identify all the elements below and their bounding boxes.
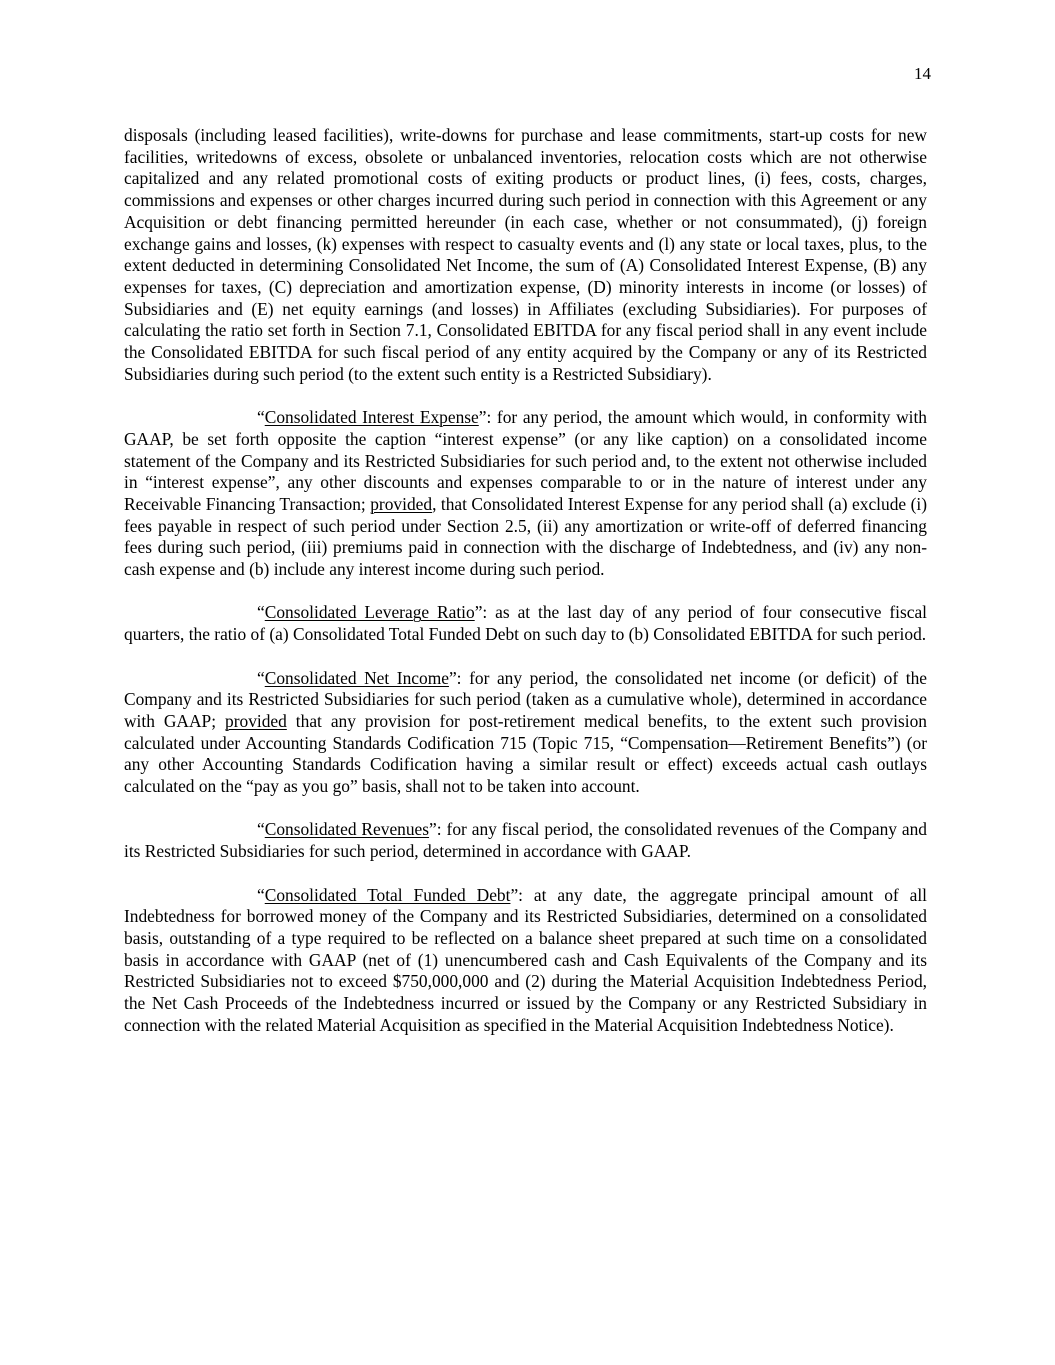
- defined-term: Consolidated Interest Expense: [264, 407, 479, 428]
- definition-text: ”: at any date, the aggregate principal amount of all Indebtedness for borrowed money of the Company and its Restricted Subsidiaries, determined on a consolidated basis, outstanding of a type required to be reflected on a balance sheet prepared at such time on a consolidated basis in accordance with GAAP (net of (1) unencumbered cash and Cash Equivalents of the Company and its Restricted Subsidiaries not to exceed $750,000,000 and (2) during the Material Acquisition Indebtedness Period, the Net Cash Proceeds of the Indebtedness incurred or issued by the Company or any Restricted Subsidiary in connection with the related Material Acquisition as specified in the Material Acquisition Indebtedness Notice).: [124, 884, 928, 1035]
- definition-consolidated-leverage-ratio: [124, 602, 927, 645]
- provided-term: provided: [370, 493, 433, 514]
- defined-term: Consolidated Revenues: [264, 819, 430, 840]
- definition-consolidated-net-income: [124, 668, 927, 798]
- paragraph-ebitda-continuation: [124, 125, 927, 385]
- definition-text-continued: that any provision for post-retirement medical benefits, to the extent such provision calculated under Accounting Standards Codification 715 (Topic 715, “Compensation—Retirement Benefits”) (or any other Accounting Standards Codification having a similar result or effect) exceeds actual cash outlays calculated on the “pay as you go” basis, shall not to be taken into account.: [124, 710, 927, 797]
- defined-term: Consolidated Total Funded Debt: [264, 884, 511, 905]
- definition-text: ”: for any period, the amount which would, in conformity with GAAP, be set forth opposite the caption “interest expense” (or any like caption) on a consolidated income statement of the Company and its Restricted Subsidiaries for such period and, to the extent not otherwise included in “interest expense”, any other discounts and expenses comparable to or in the nature of interest under any Receivable Financing Transaction;: [124, 407, 927, 514]
- page-number: 14: [914, 64, 931, 83]
- definition-consolidated-revenues: [124, 819, 927, 862]
- definition-text: ”: as at the last day of any period of four consecutive fiscal quarters, the ratio of (a) Consolidated Total Funded Debt on such day to (b) Consolidated EBITDA for such period.: [124, 602, 927, 645]
- document-body: [124, 125, 927, 1036]
- definition-consolidated-interest-expense: [124, 407, 927, 581]
- provided-term: provided: [225, 710, 287, 731]
- defined-term: Consolidated Leverage Ratio: [264, 602, 475, 623]
- definition-consolidated-total-funded-debt: [124, 885, 927, 1037]
- definition-text: ”: for any period, the consolidated net income (or deficit) of the Company and its Restricted Subsidiaries for such period (taken as a cumulative whole), determined in accordance with GAAP;: [124, 667, 927, 731]
- defined-term: Consolidated Net Income: [264, 667, 449, 688]
- paragraph-text: disposals (including leased facilities), write-downs for purchase and lease commitments, start-up costs for new facilities, writedowns of excess, obsolete or unbalanced inventories, relocation costs which are not otherwise capitalized and any related promotional costs of exiting products or product lines, (i) fees, costs, charges, commissions and expenses or other charges incurred during such period in connection with this Agreement or any Acquisition or debt financing permitted hereunder (in each case, whether or not consummated), (j) foreign exchange gains and losses, (k) expenses with respect to casualty events and (l) any state or local taxes, plus, to the extent deducted in determining Consolidated Net Income, the sum of (A) Consolidated Interest Expense, (B) any expenses for taxes, (C) depreciation and amortization expense, (D) minority interests in income (or losses) of Subsidiaries and (E) net equity earnings (and losses) in Affiliates (excluding Subsidiaries). For purposes of calculating the ratio set forth in Section 7.1, Consolidated EBITDA for any fiscal period shall in any event include the Consolidated EBITDA for such fiscal period of any entity acquired by the Company or any of its Restricted Subsidiaries during such period (to the extent such entity is a Restricted Subsidiary).: [124, 125, 927, 384]
- open-quote: “: [257, 667, 265, 688]
- open-quote: “: [257, 819, 265, 840]
- open-quote: “: [257, 602, 265, 623]
- open-quote: “: [257, 884, 265, 905]
- definition-text: ”: for any fiscal period, the consolidated revenues of the Company and its Restricted Subsidiaries for such period, determined in accordance with GAAP.: [124, 819, 927, 862]
- open-quote: “: [257, 407, 265, 428]
- definition-text-continued: , that Consolidated Interest Expense for any period shall (a) exclude (i) fees payable in respect of such period under Section 2.5, (ii) any amortization or write-off of deferred financing fees during such period, (iii) premiums paid in connection with the discharge of Indebtedness, and (iv) any non-cash expense and (b) include any interest income during such period.: [124, 493, 927, 580]
